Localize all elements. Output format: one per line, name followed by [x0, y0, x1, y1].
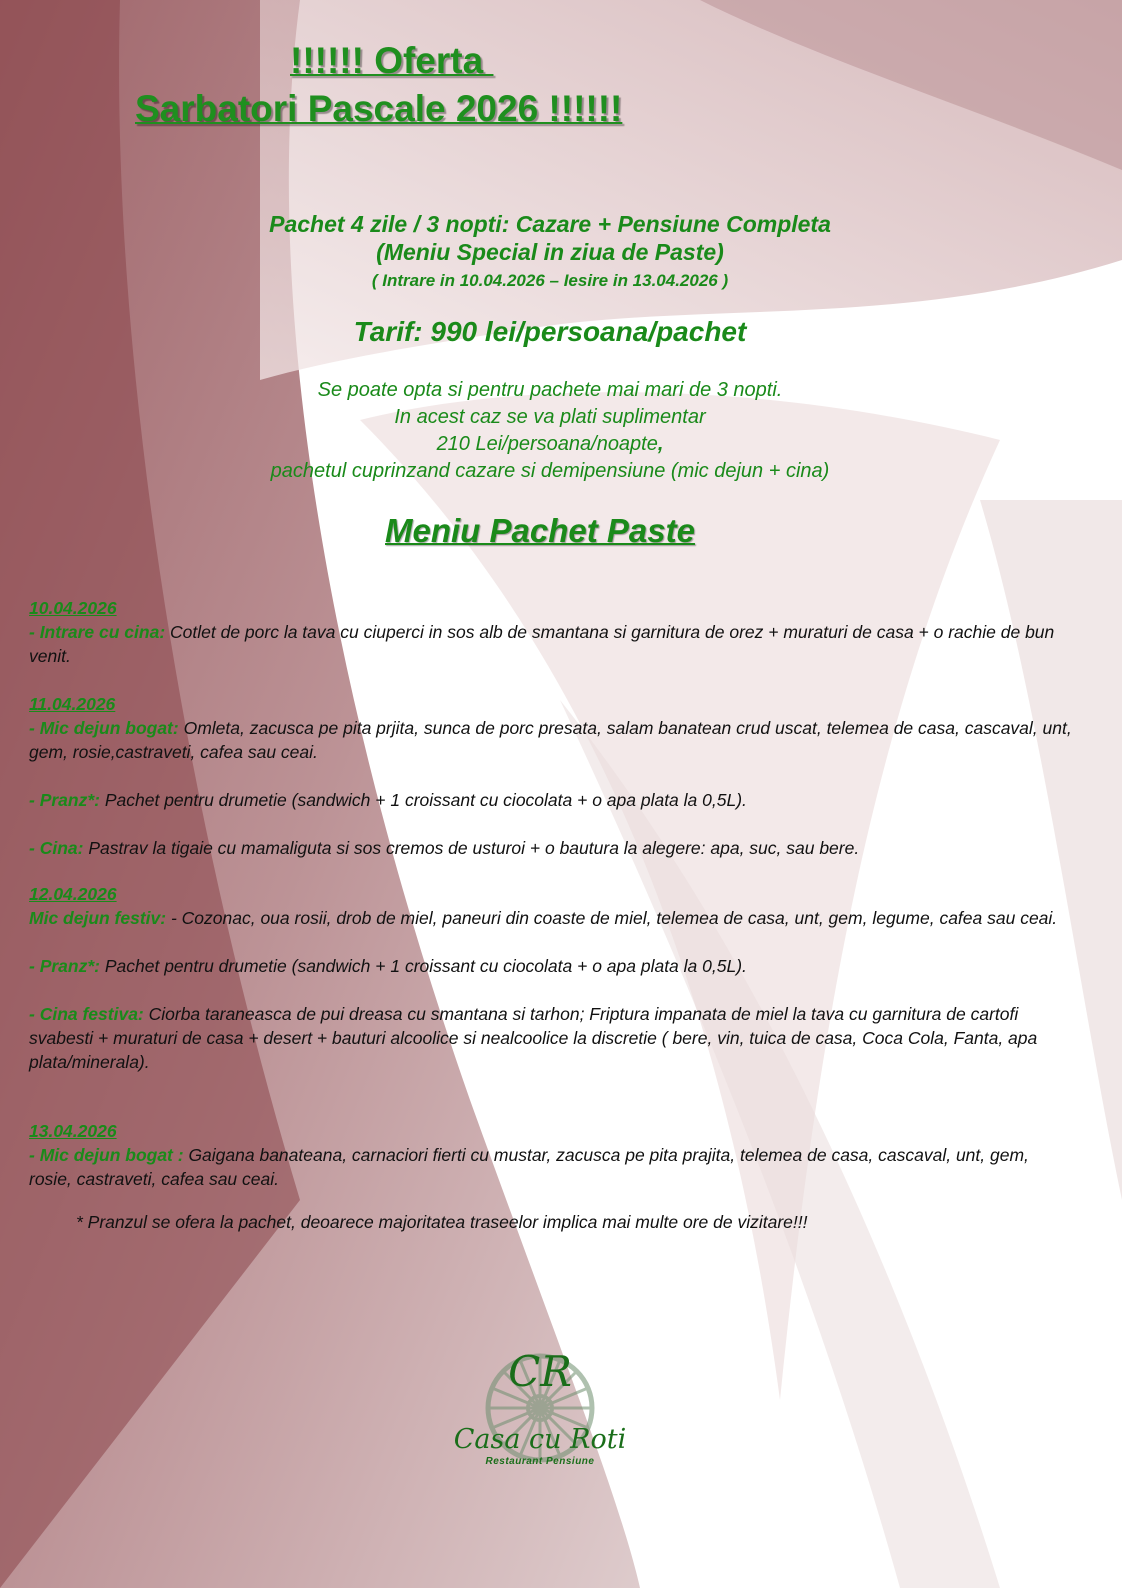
- day-4-meal-1-text: Gaigana banateana, carnaciori fierti cu mustar, zacusca pe pita prajita, telemea de casa, cascaval, unt, gem, rosie, castraveti, cafea sau ceai.: [29, 1145, 1029, 1189]
- day-3-meal-1-label: Mic dejun festiv:: [29, 908, 167, 928]
- package-line-2: (Meniu Special in ziua de Paste): [376, 239, 724, 265]
- day-1-meal-1-label: - Intrare cu cina:: [29, 622, 166, 642]
- day-2-meal-3-text: Pastrav la tigaie cu mamaliguta si sos cremos de usturoi + o bautura la alegere: apa, suc, sau bere.: [83, 838, 860, 858]
- day-2-meal-2-label: - Pranz*:: [29, 790, 100, 810]
- day-4-date: 13.04.2026: [29, 1121, 117, 1141]
- day-3-meal-2-label: - Pranz*:: [29, 956, 100, 976]
- day-2-meal-1-text: Omleta, zacusca pe pita prjita, sunca de porc presata, salam banatean crud uscat, telemea de casa, cascaval, unt, gem, rosie,castraveti, cafea sau ceai.: [29, 718, 1072, 762]
- package-line-1: Pachet 4 zile / 3 nopti: Cazare + Pensiune Completa: [269, 211, 831, 237]
- title-line-1: !!!!!! Oferta: [290, 40, 494, 81]
- extra-line-2: In acest caz se va plati suplimentar: [394, 406, 706, 428]
- day-4: [29, 1119, 1074, 1191]
- logo-name: Casa cu Roti: [453, 1424, 627, 1455]
- day-3-date: 12.04.2026: [29, 884, 117, 904]
- day-3-meal-3-label: - Cina festiva:: [29, 1004, 144, 1024]
- list-item: [29, 954, 1074, 978]
- day-1-date: 10.04.2026: [29, 598, 117, 618]
- day-3: [29, 882, 1074, 1074]
- list-item: [29, 836, 1074, 860]
- day-2-meal-3-label: - Cina:: [29, 838, 84, 858]
- title-line-2: Sarbatori Pascale 2026 !!!!!!: [135, 88, 623, 129]
- day-3-meal-1-text: - Cozonac, oua rosii, drob de miel, paneuri din coaste de miel, telemea de casa, unt, gem, legume, cafea sau ceai.: [166, 908, 1058, 928]
- list-item: [29, 716, 1074, 764]
- extra-price: 210 Lei/persoana/noapte: [436, 433, 658, 455]
- day-1: [29, 596, 1074, 668]
- day-2-meal-2-text: Pachet pentru drumetie (sandwich + 1 croissant cu ciocolata + o apa plata la 0,5L).: [99, 790, 747, 810]
- list-item: [29, 1143, 1074, 1191]
- day-4-meal-1-label: - Mic dejun bogat :: [29, 1145, 184, 1165]
- day-2: [29, 692, 1074, 860]
- logo-subtitle: Restaurant Pensiune: [485, 1456, 595, 1467]
- extra-line-3: [110, 430, 990, 458]
- footnote: * Pranzul se ofera la pachet, deoarece majoritatea traseelor implica mai multe ore de vizitare!!!: [76, 1212, 808, 1232]
- extra-comma: ,: [657, 433, 664, 455]
- list-item: [29, 788, 1074, 812]
- logo-monogram: CR: [508, 1347, 572, 1396]
- extra-line-4: pachetul cuprinzand cazare si demipensiune (mic dejun + cina): [270, 460, 830, 482]
- wagon-wheel-icon: [440, 1336, 640, 1476]
- menu-title: Meniu Pachet Paste: [385, 512, 695, 549]
- day-3-meal-3-text: Ciorba taraneasca de pui dreasa cu smantana si tarhon; Friptura impanata de miel la tava cu garnitura de cartofi svabesti + muraturi de casa + desert + bauturi alcoolice si nealcoolice la discretie ( bere, vin, tuica de casa, Coca Cola, Fanta, apa plata/minerala).: [29, 1004, 1038, 1072]
- tariff: Tarif: 990 lei/persoana/pachet: [353, 316, 747, 347]
- list-item: [29, 906, 1074, 930]
- day-2-meal-1-label: - Mic dejun bogat:: [29, 718, 179, 738]
- package-dates: ( Intrare in 10.04.2026 – Iesire in 13.04.2026 ): [371, 271, 729, 290]
- day-1-meal-1-text: Cotlet de porc la tava cu ciuperci in sos alb de smantana si garnitura de orez + muraturi de casa + o rachie de bun venit.: [29, 622, 1055, 666]
- list-item: [29, 1002, 1074, 1074]
- extra-line-1: Se poate opta si pentru pachete mai mari de 3 nopti.: [317, 379, 783, 401]
- list-item: [29, 620, 1074, 668]
- day-2-date: 11.04.2026: [29, 694, 116, 714]
- day-3-meal-2-text: Pachet pentru drumetie (sandwich + 1 croissant cu ciocolata + o apa plata la 0,5L).: [99, 956, 747, 976]
